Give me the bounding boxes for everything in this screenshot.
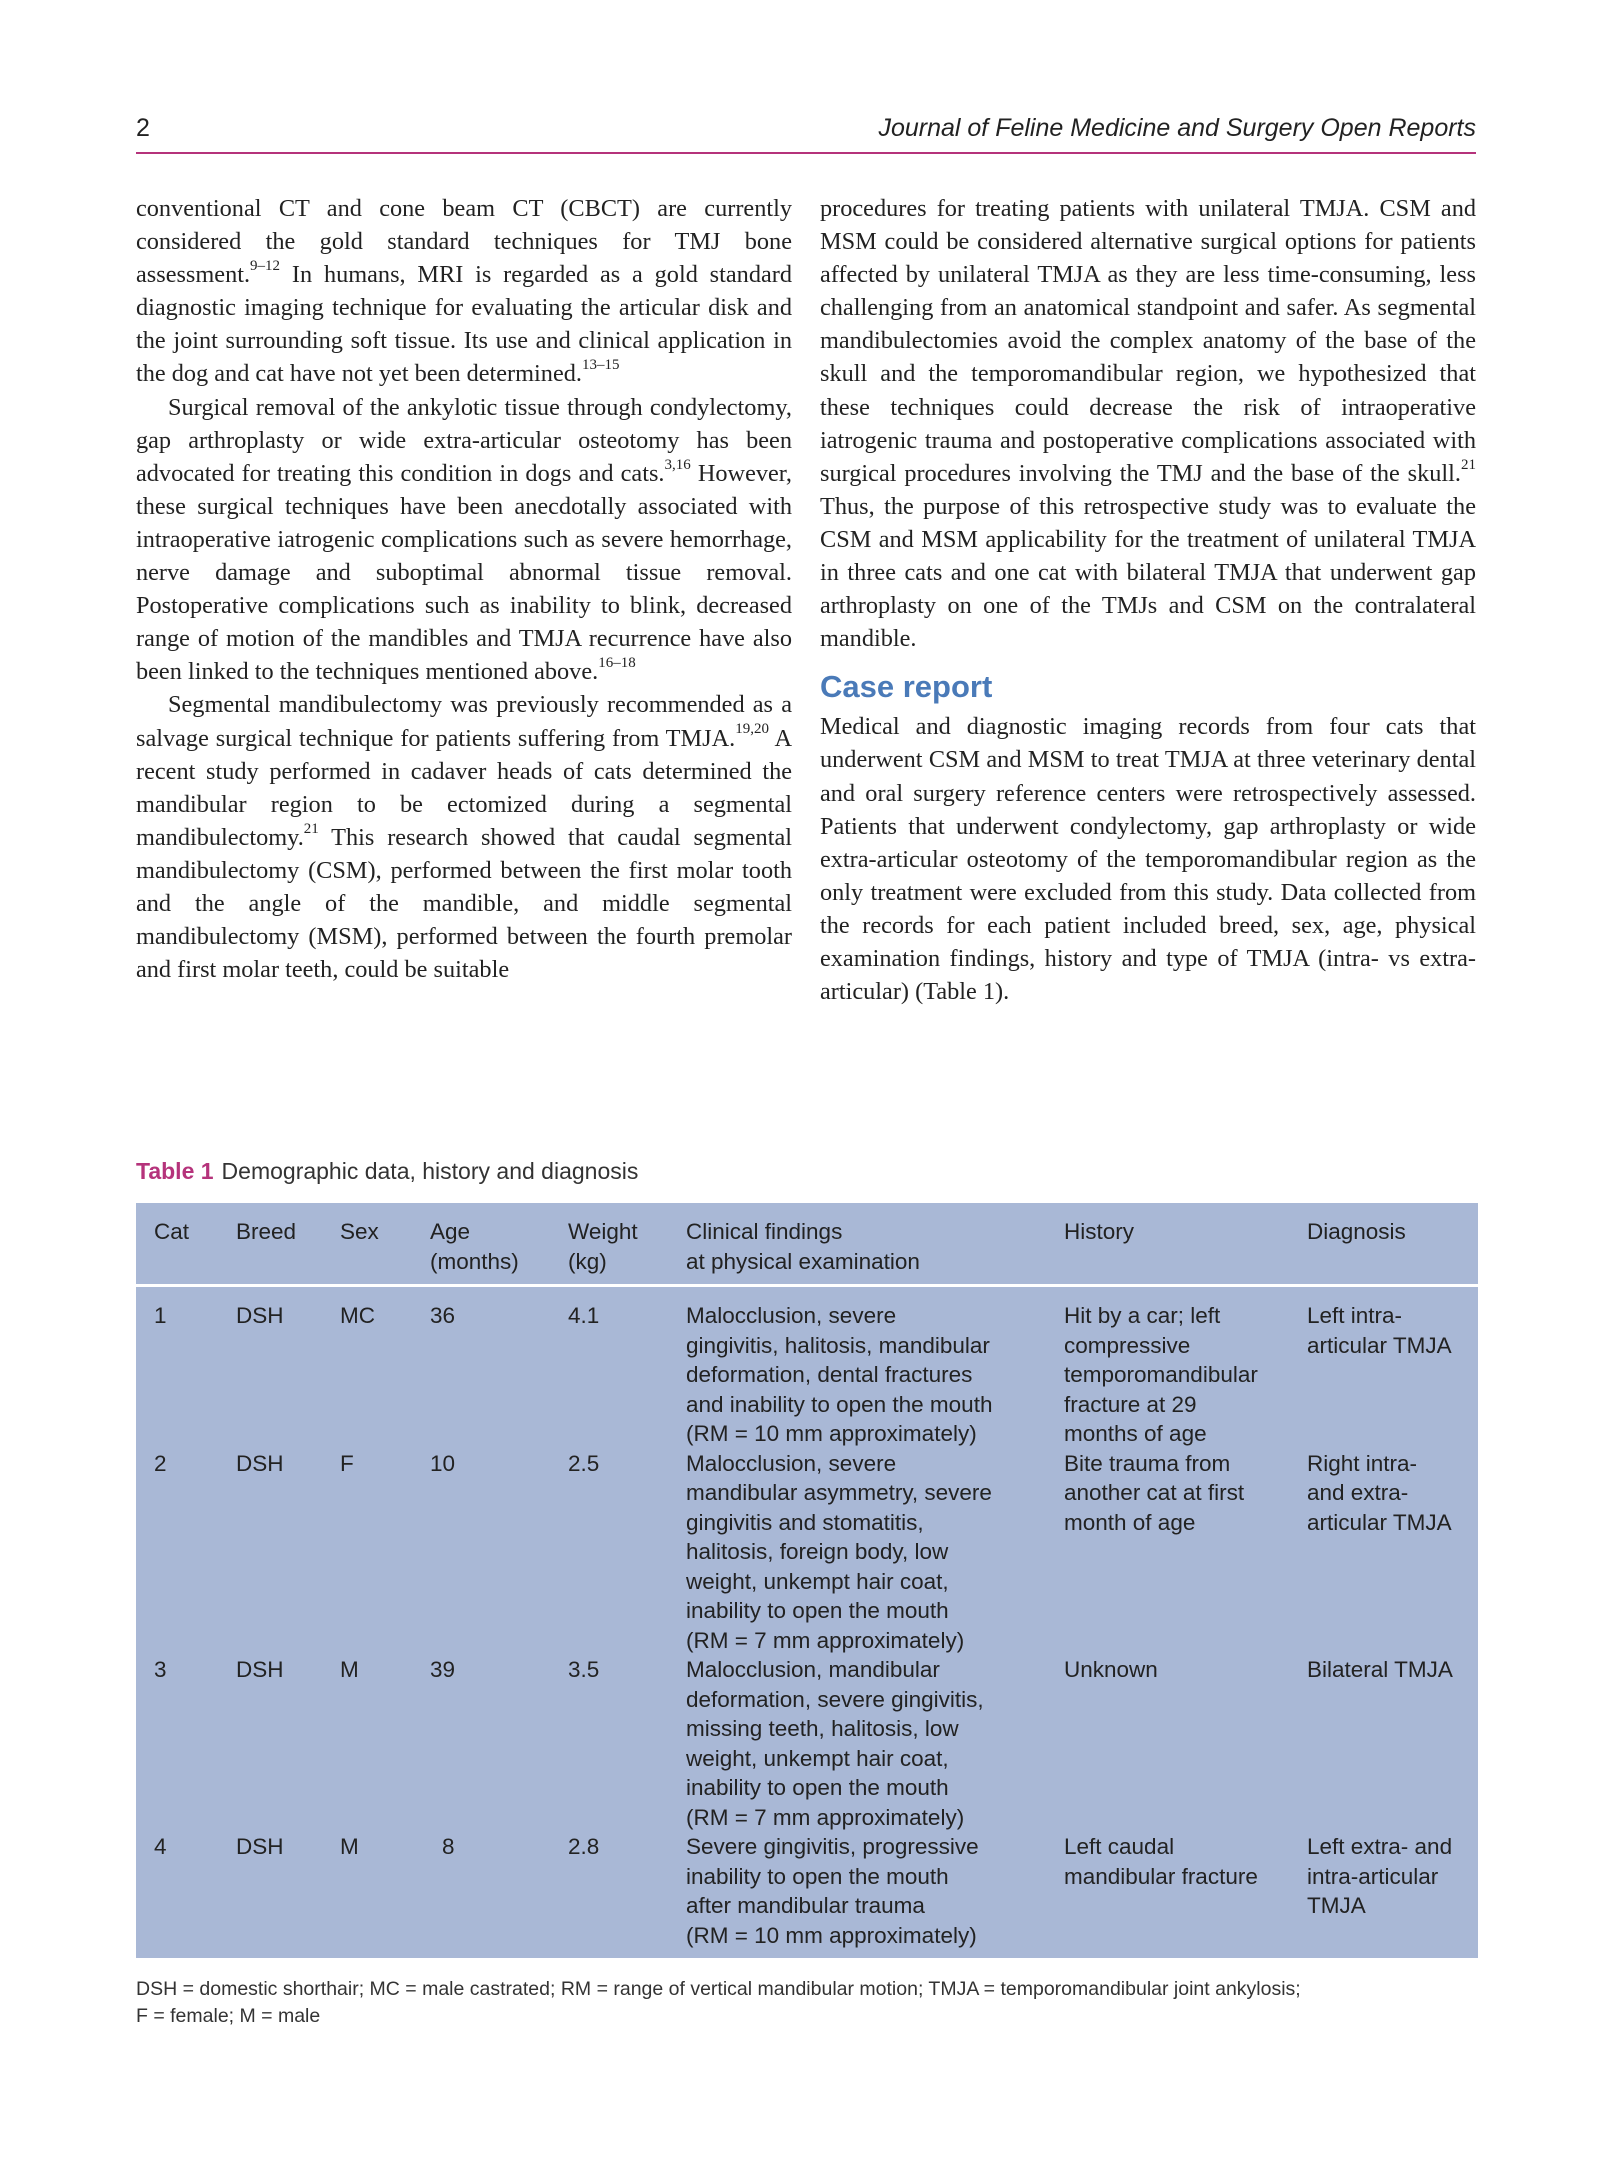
- diagnosis-line: Bilateral TMJA: [1307, 1657, 1453, 1682]
- table-row: [136, 1286, 1478, 1449]
- table-row: [136, 1449, 1478, 1656]
- cell-diagnosis: [1307, 1286, 1478, 1449]
- header-weight: Weight (kg): [568, 1203, 686, 1286]
- diagnosis-line: intra-articular: [1307, 1863, 1439, 1889]
- cell-sex: M: [340, 1834, 359, 1859]
- header-sex: Sex: [340, 1203, 430, 1286]
- cell-clinical-findings: [686, 1286, 1064, 1449]
- cell-breed: DSH: [236, 1657, 284, 1682]
- clinical-line: missing teeth, halitosis, low: [686, 1716, 959, 1741]
- clinical-line: weight, unkempt hair coat,: [686, 1745, 949, 1771]
- cell-weight: 2.8: [568, 1834, 600, 1859]
- page-header: [136, 110, 1476, 154]
- history-line: temporomandibular: [1064, 1362, 1258, 1387]
- cell-clinical-findings: [686, 1832, 1064, 1958]
- cell-sex: M: [340, 1657, 359, 1682]
- left-paragraph-3: Segmental mandibulectomy was previously recommended as a salvage surgical technique for patients suffering from TMJA.$^{19,20}$ A recent study performed in cadaver heads of cats determined the mandibular region to be ectomized during a segmental mandibulectomy.$^{21}$ This research showed that caudal segmental mandibulectomy (CSM), performed between the first molar tooth and the angle of the mandible, and middle segmental mandibulectomy (MSM), performed between the fourth premolar and first molar teeth, could be suitable: [136, 691, 793, 984]
- page-number: 2: [136, 114, 150, 142]
- history-line: Unknown: [1064, 1657, 1158, 1682]
- cell-diagnosis: [1307, 1832, 1478, 1958]
- clinical-line: Malocclusion, severe: [686, 1450, 897, 1476]
- diagnosis-line: TMJA: [1307, 1893, 1366, 1918]
- clinical-line: gingivitis and stomatitis,: [686, 1509, 924, 1535]
- header-history: History: [1064, 1203, 1307, 1286]
- table-caption: [136, 1158, 638, 1185]
- clinical-line: gingivitis, halitosis, mandibular: [686, 1332, 990, 1358]
- header-cat: Cat: [136, 1203, 236, 1286]
- clinical-line: and inability to open the mouth: [686, 1391, 993, 1417]
- cell-cat: 3: [154, 1657, 167, 1682]
- diagnosis-line: articular TMJA: [1307, 1509, 1452, 1535]
- header-diagnosis: Diagnosis: [1307, 1203, 1478, 1286]
- cell-history: [1064, 1449, 1307, 1656]
- cell-age: 8: [442, 1834, 455, 1859]
- cell-age: 10: [430, 1450, 456, 1476]
- cell-history: [1064, 1286, 1307, 1449]
- section-heading-case-report: Case report: [820, 669, 993, 705]
- cell-weight: 2.5: [568, 1450, 600, 1476]
- clinical-line: weight, unkempt hair coat,: [686, 1568, 949, 1594]
- diagnosis-line: Left extra- and: [1307, 1834, 1453, 1859]
- diagnosis-line: Right intra-: [1307, 1450, 1418, 1476]
- history-line: another cat at first: [1064, 1480, 1245, 1505]
- cell-age: 36: [430, 1303, 456, 1328]
- table-row: [136, 1832, 1478, 1958]
- right-paragraph-2: Medical and diagnostic imaging records from four cats that underwent CSM and MSM to treat TMJA at three veterinary dental and oral surgery reference centers were retrospectively assessed. Patients that underwent condylectomy, gap arthroplasty or wide extra-articular osteotomy of the temporomandibular region as the only treatment were excluded from this study. Data collected from the records for each patient included breed, sex, age, physical examination findings, history and type of TMJA (intra- vs extra-articular) (Table 1).: [820, 713, 1476, 1006]
- table-caption-label: Table 1: [136, 1158, 214, 1184]
- clinical-line: halitosis, foreign body, low: [686, 1539, 949, 1564]
- diagnosis-line: articular TMJA: [1307, 1332, 1452, 1358]
- clinical-line: Malocclusion, severe: [686, 1303, 897, 1328]
- diagnosis-line: and extra-: [1307, 1480, 1409, 1505]
- history-line: months of age: [1064, 1421, 1207, 1446]
- footnote-line-2: F = female; M = male: [136, 2005, 321, 2027]
- cell-cat: 1: [154, 1303, 167, 1328]
- footnote-line-1: DSH = domestic shorthair; MC = male castrated; RM = range of vertical mandibular motion; TMJA = temporomandibular joint ankylosis;: [136, 1978, 1301, 2000]
- clinical-line: (RM = 7 mm approximately): [686, 1627, 965, 1653]
- cell-cat: 4: [154, 1834, 167, 1859]
- history-line: compressive: [1064, 1332, 1191, 1358]
- cell-weight: 4.1: [568, 1303, 600, 1328]
- table-header-row: [136, 1203, 1478, 1286]
- history-line: Hit by a car; left: [1064, 1303, 1221, 1328]
- header-clinical-findings: Clinical findings at physical examination: [686, 1203, 1064, 1286]
- clinical-line: Malocclusion, mandibular: [686, 1657, 940, 1682]
- cell-clinical-findings: [686, 1655, 1064, 1832]
- cell-sex: F: [340, 1450, 354, 1476]
- clinical-line: after mandibular trauma: [686, 1893, 925, 1918]
- header-breed: Breed: [236, 1203, 340, 1286]
- cell-weight: 3.5: [568, 1657, 600, 1682]
- journal-title: Journal of Feline Medicine and Surgery Open Reports: [878, 114, 1476, 142]
- cell-cat: 2: [154, 1450, 167, 1476]
- cell-age: 39: [430, 1657, 456, 1682]
- cell-diagnosis: [1307, 1655, 1478, 1832]
- clinical-line: inability to open the mouth: [686, 1598, 949, 1623]
- history-line: Bite trauma from: [1064, 1450, 1231, 1476]
- cell-diagnosis: [1307, 1449, 1478, 1656]
- table-row: [136, 1655, 1478, 1832]
- table-footnote: [136, 1976, 1476, 2030]
- cell-breed: DSH: [236, 1450, 284, 1476]
- clinical-line: inability to open the mouth: [686, 1863, 949, 1889]
- clinical-line: (RM = 10 mm approximately): [686, 1421, 977, 1446]
- demographics-table: [136, 1203, 1478, 1958]
- right-paragraph-1: procedures for treating patients with unilateral TMJA. CSM and MSM could be considered alternative surgical options for patients affected by unilateral TMJA as they are less time-consuming, less challenging from an anatomical standpoint and safer. As segmental mandibulectomies avoid the complex anatomy of the base of the skull and the temporomandibular region, we hypothesized that these techniques could decrease the risk of intraoperative iatrogenic trauma and postoperative complications associated with surgical procedures involving the TMJ and the base of the skull.$^{21}$ Thus, the purpose of this retrospective study was to evaluate the CSM and MSM applicability for the treatment of unilateral TMJA in three cats and one cat with bilateral TMJA that underwent gap arthroplasty on one of the TMJs and CSM on the contralateral mandible.: [820, 195, 1476, 653]
- history-line: Left caudal: [1064, 1834, 1175, 1859]
- cell-history: [1064, 1832, 1307, 1958]
- clinical-line: Severe gingivitis, progressive: [686, 1834, 979, 1859]
- diagnosis-line: Left intra-: [1307, 1303, 1403, 1328]
- right-column: [820, 192, 1476, 1008]
- history-line: fracture at 29: [1064, 1391, 1197, 1417]
- cell-sex: MC: [340, 1303, 375, 1328]
- left-paragraph-1: conventional CT and cone beam CT (CBCT) are currently considered the gold standard techniques for TMJ bone assessment.$^{9-12}$ In humans, MRI is regarded as a gold standard diagnostic imaging technique for evaluating the articular disk and the joint surrounding soft tissue. Its use and clinical application in the dog and cat have not yet been determined.$^{13-15}$: [136, 195, 792, 388]
- cell-clinical-findings: [686, 1449, 1064, 1656]
- left-column: [136, 192, 792, 986]
- table-caption-text: Demographic data, history and diagnosis: [221, 1158, 639, 1184]
- clinical-line: (RM = 7 mm approximately): [686, 1804, 965, 1830]
- clinical-line: mandibular asymmetry, severe: [686, 1480, 992, 1505]
- cell-breed: DSH: [236, 1834, 284, 1859]
- cell-breed: DSH: [236, 1303, 284, 1328]
- clinical-line: deformation, dental fractures: [686, 1362, 973, 1387]
- history-line: mandibular fracture: [1064, 1863, 1258, 1889]
- left-paragraph-2: Surgical removal of the ankylotic tissue through condylectomy, gap arthroplasty or wide extra-articular osteotomy has been advocated for treating this condition in dogs and cats.$^{3,16}$ However, these surgical techniques have been anecdotally associated with intraoperative iatrogenic complications such as severe hemorrhage, nerve damage and suboptimal abnormal tissue removal. Postoperative complications such as inability to blink, decreased range of motion of the mandibles and TMJA recurrence have also been linked to the techniques mentioned above.$^{16-18}$: [136, 393, 792, 686]
- clinical-line: inability to open the mouth: [686, 1775, 949, 1800]
- history-line: month of age: [1064, 1509, 1196, 1535]
- clinical-line: deformation, severe gingivitis,: [686, 1686, 984, 1712]
- cell-history: [1064, 1655, 1307, 1832]
- clinical-line: (RM = 10 mm approximately): [686, 1922, 977, 1948]
- header-age: Age (months): [430, 1203, 568, 1286]
